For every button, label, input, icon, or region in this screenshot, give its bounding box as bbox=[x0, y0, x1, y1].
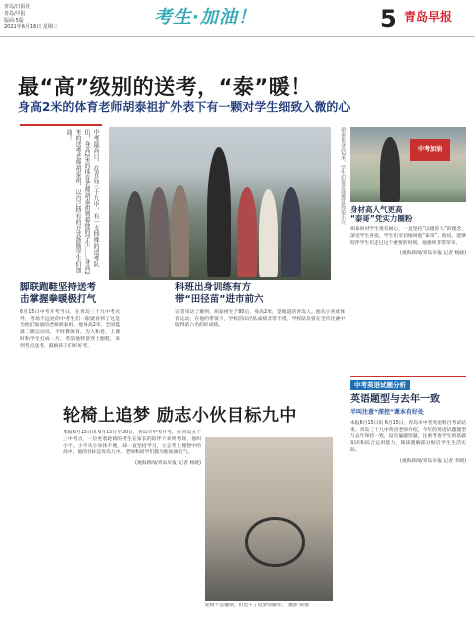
section-2 bbox=[175, 282, 345, 407]
right-column-title: 身材高人气更高 “泰哥”凭实力圈粉 bbox=[350, 205, 413, 223]
figure-teacher bbox=[380, 137, 400, 202]
bottom-text: 本报6月15日讯 6月15日至30日，青岛市中考开考。在青岛五十三中考点，一位坐着轮椅的考生在家长的陪伴下来到考场，他叫小宇。小宇从小身体不便，却一直坚持学习，立志考上理想中的高中，他的目标是青岛九中。老师和同学们都为他加油打气。 bbox=[63, 430, 201, 456]
wheelchair-photo-caption: 轮椅不是枷锁，但也不了追梦的脚步。 摄影 韩强 bbox=[205, 603, 309, 608]
section-title: 科班出身训练有方 带“田径苗”进市前六 bbox=[175, 282, 264, 305]
bottom-headline: 轮椅上追梦 励志小伙目标九中 bbox=[63, 406, 297, 426]
main-photo bbox=[109, 127, 331, 280]
figure-student bbox=[281, 187, 301, 277]
bottom-article bbox=[63, 430, 201, 600]
page-headline: 最“高”级别的送考，“泰”暖！ bbox=[18, 75, 312, 99]
sign-board: 中考加油 bbox=[410, 139, 450, 161]
red-accent bbox=[20, 124, 102, 126]
section-1 bbox=[20, 282, 120, 407]
red-accent bbox=[350, 376, 466, 377]
figure-teacher bbox=[207, 147, 231, 277]
right-column bbox=[350, 205, 466, 365]
right-photo bbox=[350, 127, 466, 202]
wheel-shape bbox=[245, 517, 305, 567]
exam-subtitle: 半叫注意“深挖”课本有好处 bbox=[350, 409, 424, 417]
section-text: 6月15日中考开考当日，在青岛三十九中考点外，考场不远处的中考生们一眼就看到了这是为他们加油的老师胡泰祖。他身高2米，全国篮球二级运动员，平时教体育，为人和善，上课时和学生打成一片。考前他特意穿上跑鞋，来到考点送考，鼓励孩子们好好考。 bbox=[20, 309, 120, 349]
section-title: 脚联跑鞋坚持送考 击掌握拳暖极打气 bbox=[20, 282, 97, 305]
section-title: 考生·加油！ bbox=[154, 7, 257, 28]
bottom-byline: (观海新闻/青岛早报 记者 杨晓) bbox=[135, 461, 201, 467]
right-column-byline: (观海新闻/青岛早报 记者 杨晓) bbox=[400, 251, 466, 257]
page-subhead: 身高2米的体育老师胡泰祖扩外表下有一颗对学生细致入微的心 bbox=[18, 100, 351, 114]
figure-student bbox=[125, 191, 145, 277]
side-column: 中考最高日，在青岛三十九中，有一支特殊的送考队伍，身高2米的体育老师胡泰祖领着他的学生……身高2米的送考老师胡泰祖，以自己特有的方式鼓励学生们加油！ bbox=[65, 129, 99, 275]
date-block: 青岛/日报社 青岛/早报 版面·5版 2021年6月16日 星期三 bbox=[4, 4, 58, 31]
wheelchair-photo bbox=[205, 437, 333, 601]
page-number: 5 bbox=[380, 5, 397, 33]
exam-label: 中考英语试题分析 bbox=[350, 380, 410, 390]
figure-student bbox=[237, 187, 257, 277]
exam-byline: (观海新闻/青岛早报 记者 李晴) bbox=[400, 458, 466, 464]
exam-box bbox=[350, 380, 466, 610]
figure-student bbox=[171, 185, 189, 277]
exam-title: 英语题型与去年一致 bbox=[350, 394, 440, 406]
paper-name: 青岛早报 bbox=[404, 10, 453, 24]
section-text: 记者采访了解到，胡泰祖生于80后，身高2米，是地道的青岛人。他从小喜欢体育运动，在他的带领下，学校的田径队成绩非常不错，学校队员曾在全市比赛中取得前六名的好成绩。 bbox=[175, 309, 345, 329]
figure-student bbox=[259, 189, 278, 277]
figure-student bbox=[149, 187, 169, 277]
main-photo-caption: 胡泰祖身高2米，学生们靠近他都显得很小只 bbox=[340, 127, 346, 226]
exam-text: 本报6月15日讯 6月15日，青岛市中考英语科目考试结束。青岛三十九中英语老师介绍，今年的英语试题题型与去年保持一致，没有偏题怪题，注重考查学生的基础知识和综合运用能力，阅读理解部分贴近学生生活实际。 bbox=[350, 420, 466, 453]
masthead-divider bbox=[0, 36, 475, 37]
right-column-text: 胡泰祖对学生很有耐心，一直坚持“以德育人”的理念，深受学生喜爱，学生们亲切地叫他“泰哥”。他说，能够陪伴学生们走过这个重要的时刻，他感到非常荣幸。 bbox=[350, 227, 466, 246]
masthead bbox=[0, 0, 475, 50]
